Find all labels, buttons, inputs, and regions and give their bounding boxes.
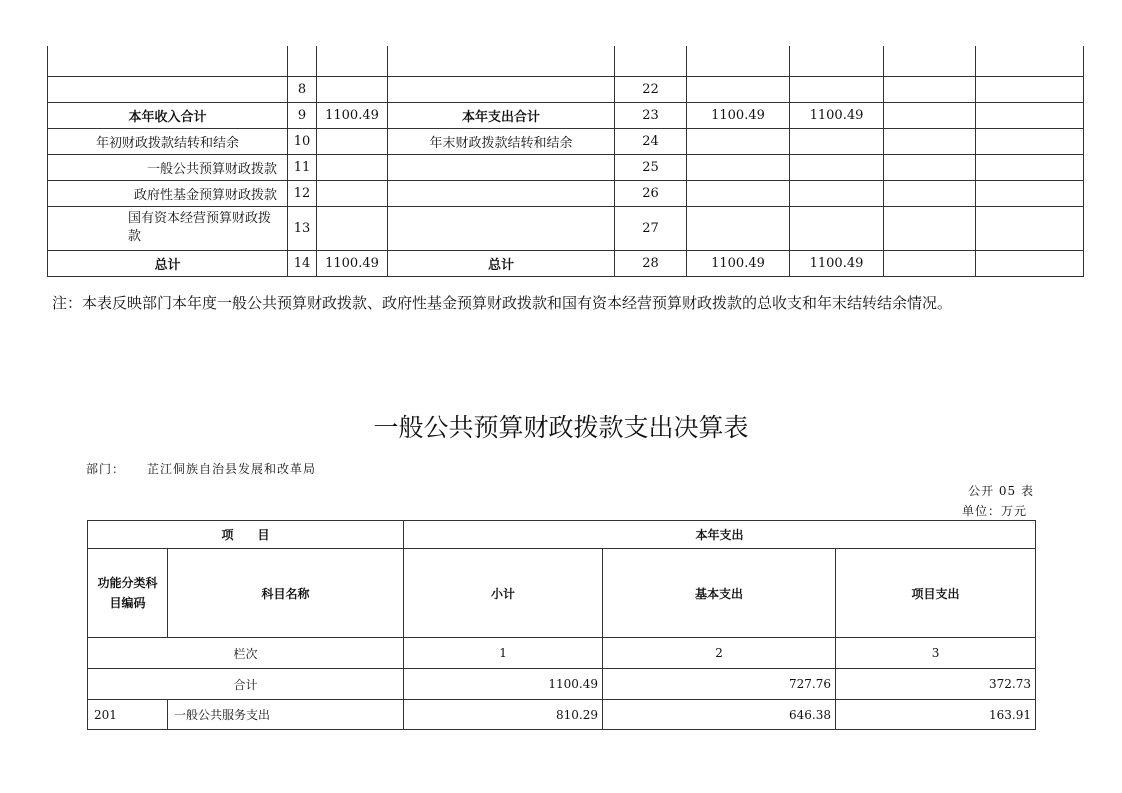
- expense-col-2: [790, 46, 884, 76]
- income-item: [48, 76, 288, 102]
- table-row: [48, 128, 1084, 154]
- expense-item: 总计: [388, 250, 615, 276]
- expense-item: [388, 154, 615, 180]
- table-row: [48, 102, 1084, 128]
- table-row: [48, 46, 1084, 76]
- expense-col-4: [976, 154, 1084, 180]
- department-name: 芷江侗族自治县发展和改革局: [147, 462, 317, 476]
- expense-final-accounts-table: [87, 520, 1036, 730]
- expense-col-2: [790, 128, 884, 154]
- income-item: 国有资本经营预算财政拨款: [48, 206, 288, 250]
- header-row: [88, 549, 1036, 638]
- expense-col-4: [976, 102, 1084, 128]
- income-no: 10: [288, 128, 317, 154]
- income-item: 政府性基金预算财政拨款: [48, 180, 288, 206]
- expense-col-3: [884, 102, 976, 128]
- expense-col-3: [884, 154, 976, 180]
- income-amount: [317, 128, 388, 154]
- expense-item: 本年支出合计: [388, 102, 615, 128]
- income-item: 本年收入合计: [48, 102, 288, 128]
- income-amount: [317, 206, 388, 250]
- header-current-expense: 本年支出: [404, 521, 1036, 549]
- total-project: 372.73: [836, 669, 1036, 700]
- row-subtotal: 810.29: [404, 700, 603, 730]
- column-number-1: 1: [404, 638, 603, 669]
- expense-col-1: [687, 206, 790, 250]
- row-name: 一般公共服务支出: [168, 700, 404, 730]
- income-amount: 1100.49: [317, 250, 388, 276]
- expense-col-3: [884, 250, 976, 276]
- expense-col-1: [687, 154, 790, 180]
- header-subtotal: 小计: [404, 549, 603, 638]
- income-no: 14: [288, 250, 317, 276]
- header-name: 科目名称: [168, 549, 404, 638]
- income-item: [48, 46, 288, 76]
- expense-no: 22: [615, 76, 687, 102]
- income-no: [288, 46, 317, 76]
- income-item: 一般公共预算财政拨款: [48, 154, 288, 180]
- expense-col-4: [976, 180, 1084, 206]
- expense-col-2: [790, 180, 884, 206]
- expense-item: 年末财政拨款结转和结余: [388, 128, 615, 154]
- total-row: [88, 669, 1036, 700]
- expense-col-4: [976, 46, 1084, 76]
- expense-col-4: [976, 128, 1084, 154]
- table-row: [48, 250, 1084, 276]
- column-number-label: 栏次: [88, 638, 404, 669]
- expense-no: 26: [615, 180, 687, 206]
- table-note: 注：本表反映部门本年度一般公共预算财政拨款、政府性基金预算财政拨款和国有资本经营预算财政拨款的总收支和年末结转结余情况。: [52, 294, 953, 312]
- income-expense-summary-table: [47, 46, 1084, 277]
- unit-label: 单位：万元: [961, 504, 1027, 518]
- header-basic: 基本支出: [603, 549, 836, 638]
- income-item: 总计: [48, 250, 288, 276]
- department-line: [86, 460, 316, 477]
- expense-col-1: 1100.49: [687, 250, 790, 276]
- expense-no: 28: [615, 250, 687, 276]
- row-basic: 646.38: [603, 700, 836, 730]
- table-row: [48, 180, 1084, 206]
- expense-col-1: [687, 76, 790, 102]
- form-number: 公开 05 表: [968, 484, 1034, 498]
- column-number-2: 2: [603, 638, 836, 669]
- expense-item: [388, 206, 615, 250]
- income-amount: [317, 180, 388, 206]
- table-row: [48, 154, 1084, 180]
- expense-item: [388, 46, 615, 76]
- expense-col-4: [976, 250, 1084, 276]
- expense-no: 27: [615, 206, 687, 250]
- expense-no: 23: [615, 102, 687, 128]
- income-no: 11: [288, 154, 317, 180]
- header-item: 项 目: [88, 521, 404, 549]
- expense-col-3: [884, 128, 976, 154]
- total-label: 合计: [88, 669, 404, 700]
- header-project: 项目支出: [836, 549, 1036, 638]
- table-row: [48, 206, 1084, 250]
- expense-col-1: [687, 128, 790, 154]
- expense-no: 25: [615, 154, 687, 180]
- expense-col-2: [790, 206, 884, 250]
- column-number-row: [88, 638, 1036, 669]
- income-no: 13: [288, 206, 317, 250]
- expense-item: [388, 76, 615, 102]
- income-no: 8: [288, 76, 317, 102]
- total-basic: 727.76: [603, 669, 836, 700]
- income-no: 9: [288, 102, 317, 128]
- table-row: [88, 700, 1036, 730]
- expense-col-1: 1100.49: [687, 102, 790, 128]
- expense-no: 24: [615, 128, 687, 154]
- page-title: 一般公共预算财政拨款支出决算表: [373, 413, 749, 442]
- income-no: 12: [288, 180, 317, 206]
- expense-no: [615, 46, 687, 76]
- income-amount: [317, 76, 388, 102]
- expense-col-1: [687, 180, 790, 206]
- expense-col-3: [884, 206, 976, 250]
- row-project: 163.91: [836, 700, 1036, 730]
- expense-col-2: 1100.49: [790, 102, 884, 128]
- header-row: [88, 521, 1036, 549]
- column-number-3: 3: [836, 638, 1036, 669]
- income-amount: 1100.49: [317, 102, 388, 128]
- expense-col-2: [790, 154, 884, 180]
- income-amount: [317, 46, 388, 76]
- header-code: 功能分类科目编码: [88, 549, 168, 638]
- table-row: [48, 76, 1084, 102]
- expense-col-2: [790, 76, 884, 102]
- expense-col-4: [976, 76, 1084, 102]
- expense-col-2: 1100.49: [790, 250, 884, 276]
- expense-col-3: [884, 76, 976, 102]
- expense-col-4: [976, 206, 1084, 250]
- income-item: 年初财政拨款结转和结余: [48, 128, 288, 154]
- income-amount: [317, 154, 388, 180]
- expense-col-3: [884, 46, 976, 76]
- expense-col-3: [884, 180, 976, 206]
- department-label: 部门：: [86, 462, 126, 476]
- expense-item: [388, 180, 615, 206]
- row-code: 201: [88, 700, 168, 730]
- total-subtotal: 1100.49: [404, 669, 603, 700]
- expense-col-1: [687, 46, 790, 76]
